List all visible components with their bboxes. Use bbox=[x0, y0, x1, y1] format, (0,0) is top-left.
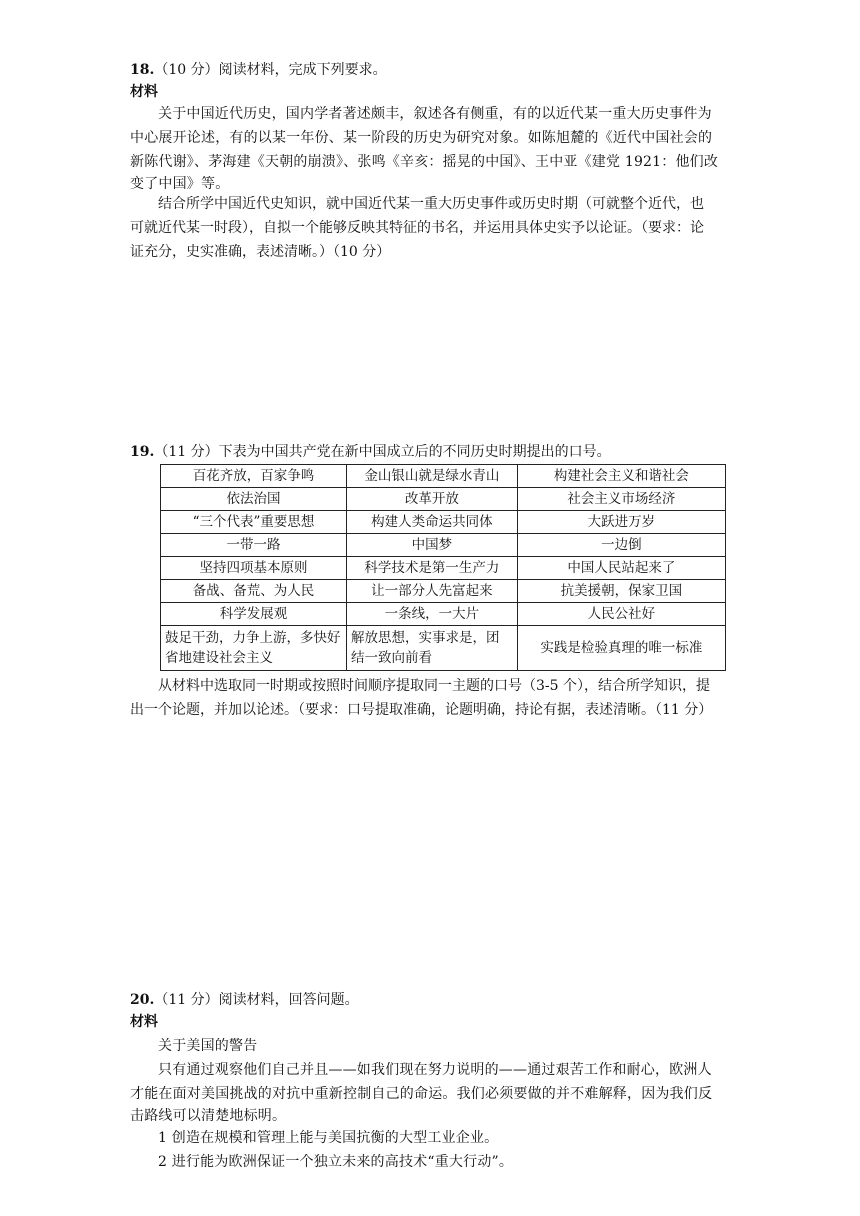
table-cell: 一带一路 bbox=[161, 534, 347, 557]
q18-head-text: （10 分）阅读材料，完成下列要求。 bbox=[154, 62, 387, 78]
table-cell: 中国人民站起来了 bbox=[517, 557, 725, 580]
q20-number: 20. bbox=[130, 992, 155, 1008]
table-cell: 让一部分人先富起来 bbox=[347, 580, 518, 603]
q19-heading bbox=[130, 440, 762, 464]
table-cell: 科学技术是第一生产力 bbox=[347, 557, 518, 580]
table-cell: 金山银山就是绿水青山 bbox=[347, 465, 518, 488]
table-cell: 备战、备荒、为人民 bbox=[161, 580, 347, 603]
q20-heading bbox=[130, 988, 762, 1012]
q20-item: 1 创造在规模和管理上能与美国抗衡的大型工业企业。 bbox=[158, 1130, 499, 1146]
table-row bbox=[161, 465, 726, 488]
table-cell: “三个代表”重要思想 bbox=[161, 511, 347, 534]
slogans-table bbox=[160, 464, 726, 671]
q20-item: 2 进行能为欧洲保证一个独立未来的高技术“重大行动”。 bbox=[158, 1154, 514, 1170]
table-cell: 构建人类命运共同体 bbox=[347, 511, 518, 534]
table-row bbox=[161, 603, 726, 626]
table-cell: 社会主义市场经济 bbox=[517, 488, 725, 511]
q18-para1-line: 新陈代谢》、茅海建《天朝的崩溃》、张鸣《辛亥：摇晃的中国》、王中亚《建党 1921：他们改 bbox=[130, 154, 719, 170]
table-row bbox=[161, 534, 726, 557]
table-row bbox=[161, 626, 726, 671]
q20-para-line: 只有通过观察他们自己并且——如我们现在努力说明的——通过艰苦工作和耐心，欧洲人 bbox=[158, 1062, 712, 1078]
table-cell: 构建社会主义和谐社会 bbox=[517, 465, 725, 488]
table-row bbox=[161, 488, 726, 511]
table-cell: 改革开放 bbox=[347, 488, 518, 511]
q18-para2-line: 证充分，史实准确，表述清晰。）（10 分） bbox=[130, 244, 391, 260]
q18-para1-line: 变了中国》等。 bbox=[130, 176, 230, 192]
table-cell: 人民公社好 bbox=[517, 603, 725, 626]
table-cell: 解放思想，实事求是，团结一致向前看 bbox=[347, 626, 518, 671]
q18-para2-line: 可就近代某一时段），自拟一个能够反映其特征的书名，并运用具体史实予以论证。（要求：论 bbox=[130, 220, 704, 236]
table-row bbox=[161, 511, 726, 534]
q18-para1-line: 中心展开论述，有的以某一年份、某一阶段的历史为研究对象。如陈旭麓的《近代中国社会的 bbox=[130, 130, 713, 146]
q20-subtitle: 关于美国的警告 bbox=[158, 1038, 258, 1054]
q20-head-text: （11 分）阅读材料，回答问题。 bbox=[154, 992, 359, 1008]
q20-material-label: 材料 bbox=[130, 1014, 158, 1030]
q18-heading bbox=[130, 58, 762, 82]
table-cell: 科学发展观 bbox=[161, 603, 347, 626]
table-row bbox=[161, 580, 726, 603]
table-cell: 鼓足干劲，力争上游，多快好省地建设社会主义 bbox=[161, 626, 347, 671]
q18-material-label: 材料 bbox=[130, 84, 158, 100]
table-cell: 一条线，一大片 bbox=[347, 603, 518, 626]
q19-number: 19. bbox=[130, 444, 155, 460]
q18-number: 18. bbox=[130, 62, 155, 78]
q19-head-text: （11 分）下表为中国共产党在新中国成立后的不同历史时期提出的口号。 bbox=[154, 444, 611, 460]
q18-para1-line: 关于中国近代历史，国内学者著述颇丰，叙述各有侧重，有的以近代某一重大历史事件为 bbox=[158, 106, 712, 122]
table-cell: 百花齐放，百家争鸣 bbox=[161, 465, 347, 488]
table-cell: 一边倒 bbox=[517, 534, 725, 557]
q20-para-line: 击路线可以清楚地标明。 bbox=[130, 1108, 287, 1124]
q20-para-line: 才能在面对美国挑战的对抗中重新控制自己的命运。我们必须要做的并不难解释，因为我们反 bbox=[130, 1086, 713, 1102]
table-cell: 依法治国 bbox=[161, 488, 347, 511]
table-cell: 抗美援朝，保家卫国 bbox=[517, 580, 725, 603]
table-cell: 中国梦 bbox=[347, 534, 518, 557]
table-cell: 大跃进万岁 bbox=[517, 511, 725, 534]
q19-task-line: 出一个论题，并加以论述。（要求：口号提取准确，论题明确，持论有据，表述清晰。（11 分） bbox=[130, 702, 713, 718]
q19-task-line: 从材料中选取同一时期或按照时间顺序提取同一主题的口号（3-5 个），结合所学知识，提 bbox=[158, 678, 710, 694]
table-cell: 坚持四项基本原则 bbox=[161, 557, 347, 580]
q18-para2-line: 结合所学中国近代史知识，就中国近代某一重大历史事件或历史时期（可就整个近代，也 bbox=[158, 196, 704, 212]
table-cell: 实践是检验真理的唯一标准 bbox=[517, 626, 725, 671]
table-row bbox=[161, 557, 726, 580]
